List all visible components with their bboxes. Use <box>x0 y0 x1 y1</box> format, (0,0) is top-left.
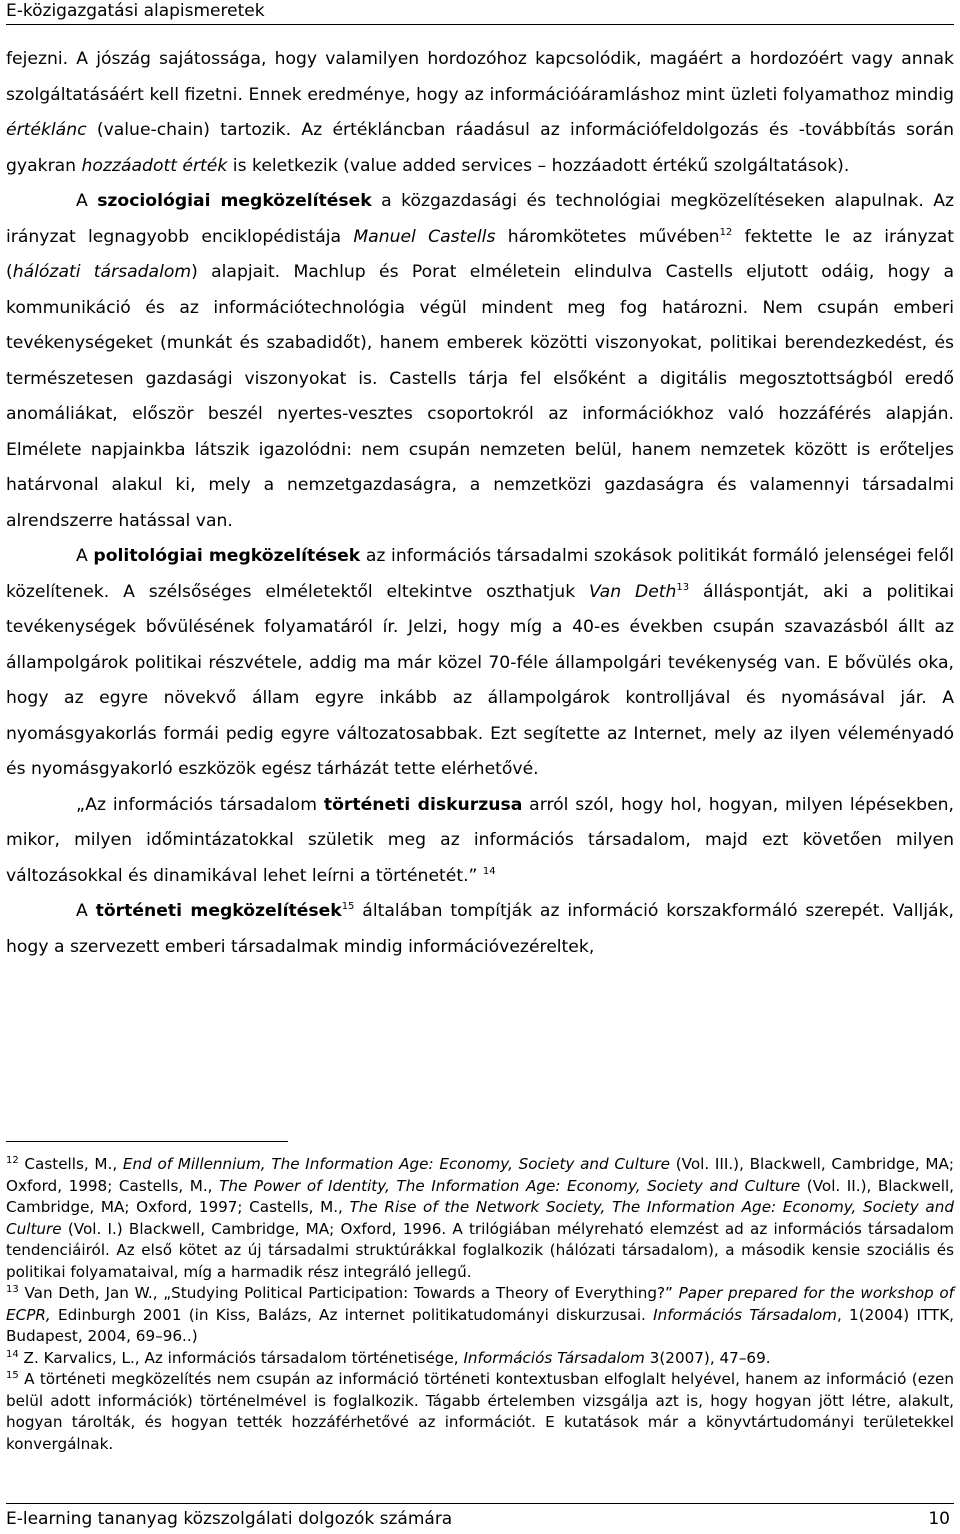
text-run: A <box>76 901 96 921</box>
text-run: arról szól, hogy hol, hogyan, milyen lépésekben, mikor, milyen időmintázatokkal születik meg az információs társadalom, majd ezt követően milyen változásokkal és dinamikával lehet leírni a történetét.” <box>6 794 954 886</box>
text-run: álláspontját, aki a politikai tevékenységek bővülésének folyamatáról ír. Jelzi, hogy míg a 40-es években csupán szavazásból állt az állampolgárok politikai részvétele, addig ma már közel 70-féle állampolgári tevékenység van. E bővülés oka, hogy az egyre növekvő állam egyre inkább az állampolgárok kontrolljával és nyomásával jár. A nyomásgyakorlás formái pedig egyre változatosabbak. Ezt segítette az Internet, mely az ilyen véleményadó és nyomásgyakorló eszközök egész tárházát tette elérhetővé. <box>6 581 954 779</box>
italic-run: Manuel Castells <box>353 226 496 247</box>
text-run: „Az információs társadalom <box>76 794 324 815</box>
text-run: Castells, M., <box>18 1155 123 1173</box>
text-run: fektette le az irányzat ( <box>6 226 954 282</box>
page-header <box>6 0 954 25</box>
footnote-ref: 12 <box>6 1155 19 1166</box>
text-run: , 1(2004) ITTK, Budapest, 2004, 69–96..) <box>6 1305 954 1345</box>
footnote-ref: 15 <box>6 1370 19 1381</box>
paragraph <box>6 539 954 788</box>
bold-run: történeti megközelítések <box>95 901 342 921</box>
italic-run: értéklánc <box>6 120 87 140</box>
text-run: (Vol. I.) Blackwell, Cambridge, MA; Oxford, 1996. A trilógiában mélyreható elemzést ad az információs társadalom tendenciáiról. Az első kötet az új társadalmi struktúrákkal foglalkozik (hálózati társadalom), a második kensie szociális és politikai folyamataival, míg a harmadik rész integráló jellegű. <box>6 1219 954 1281</box>
text-run: (value-chain) tartozik. Az értékláncban ráadásul az információfeldolgozás és -továbbítás során gyakran <box>6 120 954 176</box>
text-run: Z. Karvalics, L., Az információs társadalom történetisége, <box>18 1348 464 1367</box>
footnote <box>6 1283 954 1348</box>
bold-run: történeti diskurzusa <box>323 794 523 815</box>
italic-run: Információs Társadalom <box>463 1348 645 1367</box>
italic-run: Paper prepared for the workshop of ECPR, <box>6 1284 954 1324</box>
text-run: (Vol. III.), Blackwell, Cambridge, MA; Oxford, 1998; Castells, M., <box>6 1155 954 1195</box>
text-run: A <box>76 546 94 566</box>
footnote-ref: 15 <box>341 901 355 912</box>
footnote-ref: 13 <box>6 1284 19 1295</box>
text-run: az információs társadalmi szokások politikát formáló jelenségei felől közelítenek. A szélsőséges elméletektől eltekintve oszthatjuk <box>6 546 954 602</box>
text-run: háromkötetes művében <box>495 226 720 247</box>
italic-run: The Rise of the Network Society, The Information Age: Economy, Society and Culture <box>6 1198 954 1238</box>
paragraph <box>6 184 954 539</box>
italic-run: End of Millennium, The Information Age: Economy, Society and Culture <box>122 1155 671 1173</box>
footnotes <box>6 1154 954 1455</box>
italic-run: The Power of Identity, The Information Age: Economy, Society and Culture <box>219 1176 801 1195</box>
text-run: is keletkezik (value added services – hozzáadott értékű szolgáltatások). <box>227 155 850 176</box>
text-run: A <box>76 191 98 211</box>
italic-run: hozzáadott érték <box>81 155 228 176</box>
footnote-separator <box>6 1141 288 1142</box>
italic-run: Van Deth <box>589 581 677 602</box>
footnote-ref: 14 <box>6 1348 19 1360</box>
footnote <box>6 1154 954 1283</box>
paragraph <box>6 894 954 965</box>
text-run: Van Deth, Jan W., „Studying Political Participation: Towards a Theory of Everything?” <box>18 1284 679 1302</box>
text-run: 3(2007), 47–69. <box>644 1348 771 1367</box>
body-text <box>6 42 954 965</box>
text-run: általában tompítják az információ korszakformáló szerepét. Vallják, hogy a szervezett emberi társadalmak mindig információvezéreltek, <box>6 901 954 957</box>
footer-text: E-learning tananyag közszolgálati dolgozók számára <box>6 1509 453 1529</box>
text-run: Edinburgh 2001 (in Kiss, Balázs, Az internet politikatudományi diskurzusai. <box>50 1305 654 1324</box>
footnote <box>6 1369 954 1455</box>
footnote-ref: 13 <box>676 581 690 593</box>
bold-run: szociológiai megközelítések <box>97 191 372 211</box>
text-run: A történeti megközelítés nem csupán az információ történeti kontextusban elfoglalt helyével, hanem az információ (ezen belül adott információk) történelmével is foglalkozik. Tágabb értelemben vizsgálja azt is, hogy hogyan jött létre, alakult, hogyan tárolták, és hogyan tették hozzáférhetővé az információt. E kutatások már a könyvtártudományi területekkel konvergálnak. <box>6 1370 954 1453</box>
page-footer <box>6 1503 954 1532</box>
text-run: fejezni. A jószág sajátossága, hogy valamilyen hordozóhoz kapcsolódik, magáért a hordozóért vagy annak szolgáltatásáért kell fizetni. Ennek eredménye, hogy az információáramláshoz mint üzleti folyamathoz mindig <box>6 49 954 105</box>
footnote-ref: 12 <box>719 226 733 238</box>
bold-run: politológiai megközelítések <box>93 546 361 566</box>
text-run: ) alapjait. Machlup és Porat elméletein elindulva Castells eljutott odáig, hogy a kommunikáció és az információtechnológia végül mindent meg fog határozni. Nem csupán emberi tevékenységeket (munkát és szabadidőt), hanem emberek közötti viszonyokat, politikai berendezkedést, és természetesen gazdasági viszonyokat is. Castells tárja fel elsőként a digitális megosztottságból eredő anomáliákat, először beszél nyertes-vesztes csoportokról az információkhoz való hozzáférés alapján. Elmélete napjainkba látszik igazolódni: nem csupán nemzeten belül, hanem nemzetek között is erőteljes határvonal alakul ki, mely a nemzetgazdaságra, a nemzetközi gazdaságra és valamennyi társadalmi alrendszerre hatással van. <box>6 262 954 531</box>
footnote <box>6 1348 954 1370</box>
italic-run: hálózati társadalom <box>12 262 192 282</box>
paragraph <box>6 42 954 184</box>
paragraph <box>6 788 954 895</box>
page-number: 10 <box>928 1509 950 1529</box>
footnote-ref: 14 <box>482 865 496 877</box>
text-run: (Vol. II.), Blackwell, Cambridge, MA; Oxford, 1997; Castells, M., <box>6 1176 954 1216</box>
italic-run: Információs Társadalom <box>653 1305 837 1324</box>
text-run: a közgazdasági és technológiai megközelítéseken alapulnak. Az irányzat legnagyobb enciklopédistája <box>6 191 954 247</box>
header-title: E-közigazgatási alapismeretek <box>6 1 265 21</box>
